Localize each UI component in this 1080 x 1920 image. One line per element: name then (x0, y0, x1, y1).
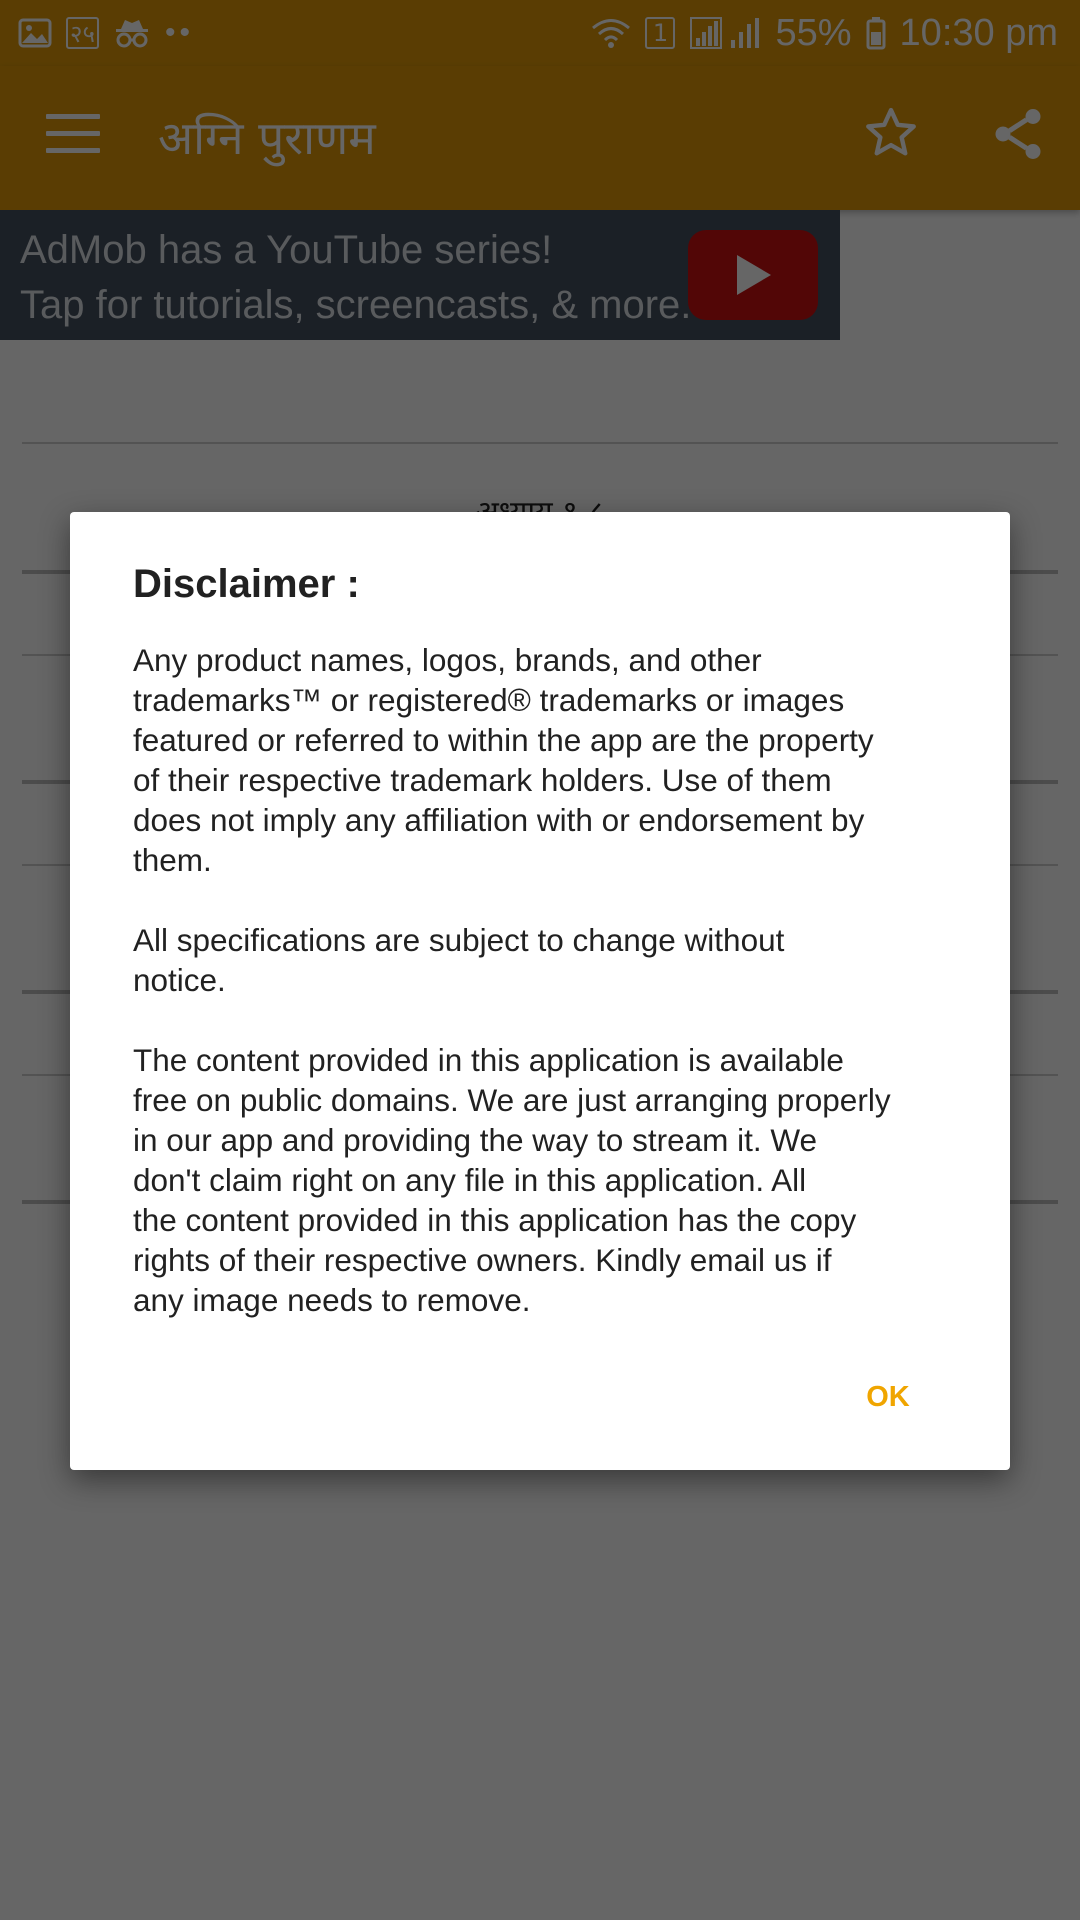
dialog-paragraph: Any product names, logos, brands, and other trademarks™ or registered® trademarks or images featured or referred to within the app are the property of their respective trademark holders. Use of them does not imply any affiliation with or endorsement by them. (133, 642, 874, 878)
dialog-paragraph: The content provided in this application is available free on public domains. We are just arranging properly in our app and providing the way to stream it. We don't claim right on any file in this application. All the content provided in this application has the copy rights of their respective owners. Kindly email us if any image needs to remove. (133, 1042, 891, 1318)
dialog-title: Disclaimer : (133, 562, 360, 606)
ok-button[interactable]: OK (866, 1380, 910, 1413)
disclaimer-dialog (70, 512, 1010, 1470)
dialog-body (133, 640, 963, 1360)
dialog-paragraph: All specifications are subject to change without notice. (133, 922, 785, 998)
